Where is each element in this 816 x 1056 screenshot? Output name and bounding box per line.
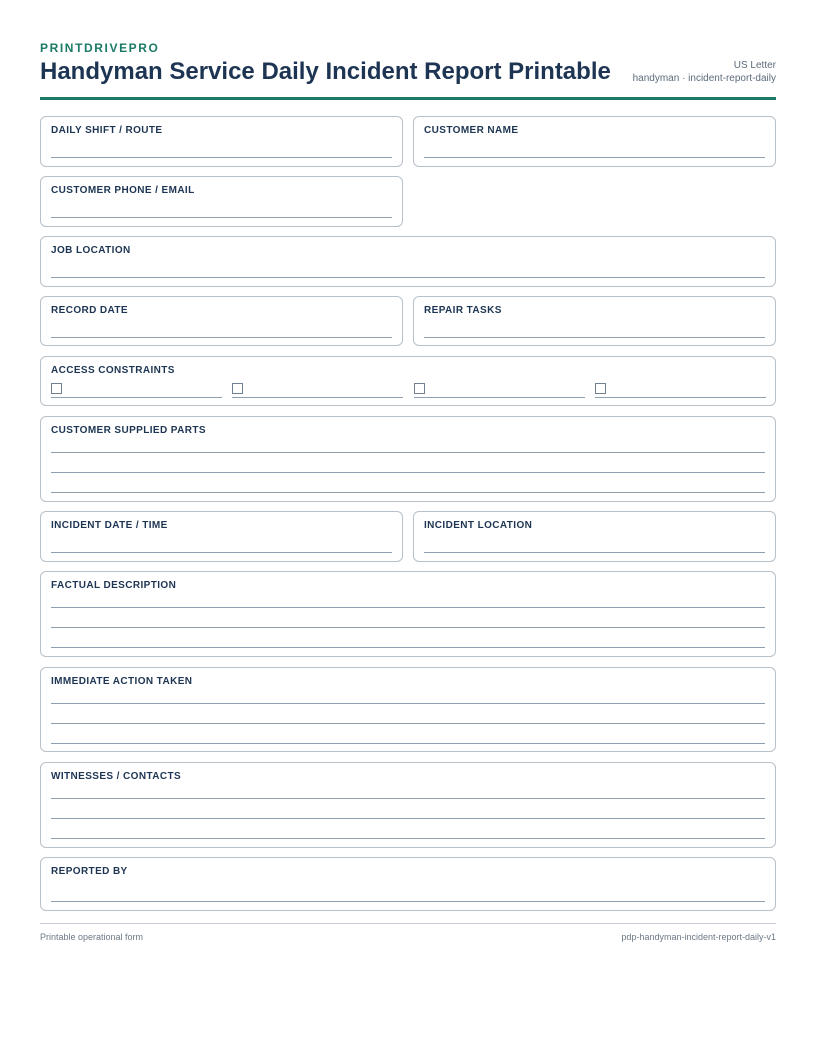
field-label: INCIDENT LOCATION <box>424 520 533 531</box>
write-line[interactable] <box>51 157 392 158</box>
write-line[interactable] <box>51 277 765 278</box>
checkbox-option-4[interactable] <box>595 383 766 399</box>
field-label: DAILY SHIFT / ROUTE <box>51 125 163 136</box>
checkbox[interactable] <box>595 383 606 394</box>
field-incident-location[interactable] <box>413 511 776 562</box>
field-label: CUSTOMER NAME <box>424 125 519 136</box>
field-label: RECORD DATE <box>51 305 128 316</box>
paper-size: US Letter <box>733 60 776 71</box>
field-label: INCIDENT DATE / TIME <box>51 520 168 531</box>
write-line[interactable] <box>51 838 765 839</box>
write-line[interactable] <box>51 901 765 902</box>
field-witnesses-contacts[interactable] <box>40 762 776 848</box>
checkbox-write-line[interactable] <box>595 397 766 398</box>
header-rule <box>40 97 776 100</box>
field-label: FACTUAL DESCRIPTION <box>51 580 177 591</box>
write-line[interactable] <box>51 492 765 493</box>
footer-rule <box>40 923 776 924</box>
form-meta <box>633 59 776 85</box>
footer-caption: Printable operational form <box>40 932 144 942</box>
write-line[interactable] <box>424 552 765 553</box>
field-reported-by[interactable] <box>40 857 776 911</box>
checkbox-write-line[interactable] <box>232 397 403 398</box>
field-label: CUSTOMER PHONE / EMAIL <box>51 185 195 196</box>
field-job-location[interactable] <box>40 236 776 287</box>
field-label: REPORTED BY <box>51 866 128 877</box>
form-header <box>40 40 776 100</box>
checkbox[interactable] <box>414 383 425 394</box>
checkbox[interactable] <box>51 383 62 394</box>
field-label: JOB LOCATION <box>51 245 131 256</box>
page-title: Handyman Service Daily Incident Report Printable <box>40 58 611 85</box>
field-customer-name[interactable] <box>413 116 776 167</box>
write-line[interactable] <box>51 552 392 553</box>
write-line[interactable] <box>51 472 765 473</box>
form-id: pdp-handyman-incident-report-daily-v1 <box>621 932 776 942</box>
write-line[interactable] <box>51 337 392 338</box>
field-label: IMMEDIATE ACTION TAKEN <box>51 676 193 687</box>
write-line[interactable] <box>51 703 765 704</box>
field-label: WITNESSES / CONTACTS <box>51 771 182 782</box>
field-customer-supplied-parts[interactable] <box>40 416 776 502</box>
field-label: CUSTOMER SUPPLIED PARTS <box>51 425 206 436</box>
write-line[interactable] <box>51 743 765 744</box>
write-line[interactable] <box>424 337 765 338</box>
checkbox-write-line[interactable] <box>51 397 222 398</box>
write-line[interactable] <box>51 647 765 648</box>
field-label: REPAIR TASKS <box>424 305 502 316</box>
write-line[interactable] <box>51 607 765 608</box>
checkbox-option-2[interactable] <box>232 383 403 399</box>
brand-name: PRINTDRIVEPRO <box>40 41 160 55</box>
write-line[interactable] <box>51 627 765 628</box>
checkbox[interactable] <box>232 383 243 394</box>
write-line[interactable] <box>51 217 392 218</box>
field-access-constraints <box>40 356 776 406</box>
field-customer-phone-email[interactable] <box>40 176 403 227</box>
write-line[interactable] <box>51 818 765 819</box>
checkbox-option-3[interactable] <box>414 383 585 399</box>
field-factual-description[interactable] <box>40 571 776 657</box>
field-incident-date-time[interactable] <box>40 511 403 562</box>
write-line[interactable] <box>51 723 765 724</box>
field-repair-tasks[interactable] <box>413 296 776 346</box>
field-daily-shift-route[interactable] <box>40 116 403 167</box>
write-line[interactable] <box>51 798 765 799</box>
field-record-date[interactable] <box>40 296 403 346</box>
form-tags: handyman · incident-report-daily <box>632 73 776 84</box>
field-label: ACCESS CONSTRAINTS <box>51 365 175 376</box>
write-line[interactable] <box>51 452 765 453</box>
field-immediate-action-taken[interactable] <box>40 667 776 752</box>
write-line[interactable] <box>424 157 765 158</box>
checkbox-option-1[interactable] <box>51 383 222 399</box>
checkbox-write-line[interactable] <box>414 397 585 398</box>
